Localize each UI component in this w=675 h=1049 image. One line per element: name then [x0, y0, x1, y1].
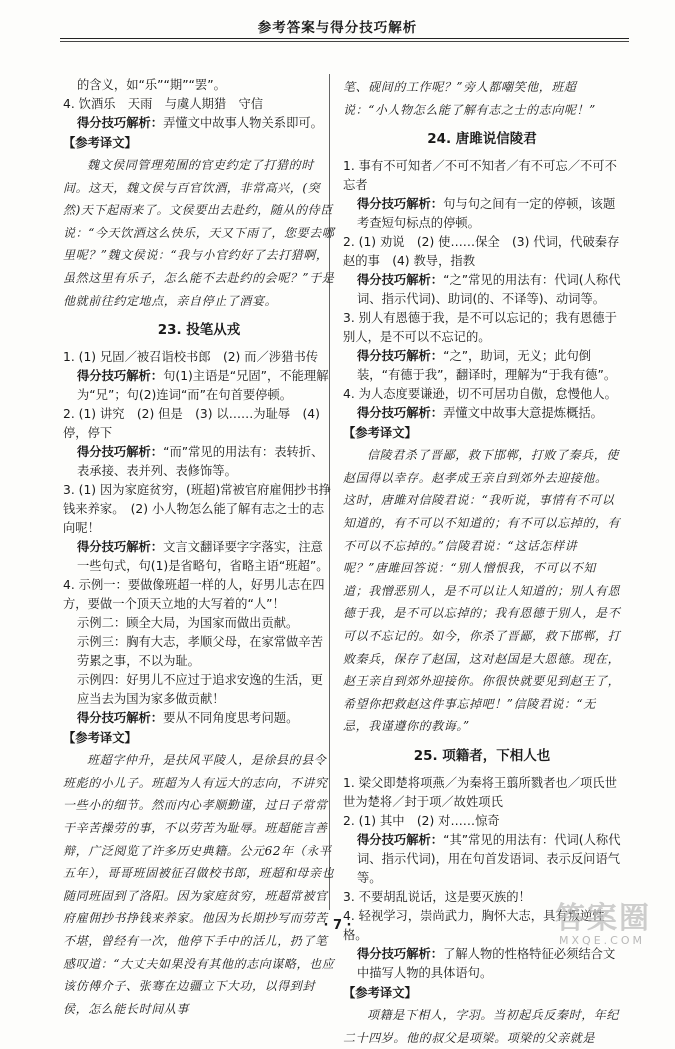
tip-label: 得分技巧解析：	[357, 197, 444, 212]
scoring-tip	[63, 709, 335, 728]
reference-translation: 信陵君杀了晋鄙，救下邯郸，打败了秦兵，使赵国得以幸存。赵孝成王亲自到郊外去迎接他。 这时，唐雎对信陵君说：“我听说，事情有不可以知道的，有不可以不知道的；有不可以忘掉的，有不可以不忘掉的。”信陵君说：“这话怎样讲呢？”唐雎回答说：“别人憎恨我，不可以不知道；我憎恶别人，是不可以让人知道的；别人有恩德于我，是不可以忘掉的；我有恩德于别人，是不可以不忘记的。如今，你杀了晋鄙，救下邯郸，打败秦兵，保存了赵国，这对赵国是大恩德。现在，赵王亲自到郊外迎接你。你很快就要见到赵王了，希望你把救赵这件事忘掉吧！”信陵君说：“无忌，我谨遵你的教诲。”	[343, 448, 621, 734]
scoring-tip	[63, 443, 335, 481]
tip-text: 句(1)主语是“兄固”，不能理解为“兄”；句(2)连词“而”在句首要停顿。	[77, 369, 329, 403]
tip-text: 文言文翻译要字字落实，注意一些句式，句(1)是省略句，省略主语“班超”。	[77, 540, 329, 574]
answer-4-example-4: 示例四：好男儿不应过于追求安逸的生活，更应当去为国为家多做贡献！	[77, 673, 323, 707]
header-rule	[60, 38, 629, 39]
tip-text: “之”，助词，无义；此句倒装，“有德于我”，翻译时，理解为“于我有德”。	[357, 349, 617, 383]
section-title-25: 25. 项籍者，下相人也	[413, 747, 551, 764]
tip-label: 得分技巧解析：	[357, 946, 444, 961]
answer-4-example-1: 4. 示例一：要做像班超一样的人，好男儿志在四方，要做一个顶天立地的大写着的“人”！	[63, 578, 325, 612]
reference-translation: 班超字仲升，是扶风平陵人，是徐县的县令班彪的小儿子。班超为人有远大的志向，不讲究一些小的细节。然而内心孝顺勤谨，过日子常常干辛苦操劳的事，不以劳苦为耻辱。班超能言善辩，广泛阅览了许多历史典籍。公元62年（永平五年），哥哥班固被征召做校书郎，班超和母亲也随同班固到了洛阳。因为家庭贫穷，班超常被官府雇佣抄书挣钱来养家。他因为长期抄写而劳苦不堪，曾经有一次，他停下手中的活儿，扔了笔感叹道：“大丈夫如果没有其他的志向谋略，也应该仿傅介子、张骞在边疆立下大功，以得到封侯，怎么能长时间从事	[63, 753, 335, 1016]
answer-3: 3. 别人有恩德于我，是不可以忘记的；我有恩德于别人，是不可以不忘记的。	[343, 311, 617, 345]
watermark-logo: 答案圈	[555, 901, 651, 936]
reference-translation-label: 【参考译文】	[343, 426, 417, 441]
continued-answer: 的含义，如“乐”“期”“罢”。	[77, 78, 226, 92]
reference-translation: 魏文侯同管理苑囿的官吏约定了打猎的时间。这天，魏文侯与百官饮酒，非常高兴，(突然)天下起雨来了。文侯要出去赴约，随从的侍臣说：“今天饮酒这么快乐，天又下雨了，您要去哪里呢？”魏文侯说：“我与小官约好了去打猎啊，虽然这里有乐子，怎么能不去赴约的会呢？”于是他就前往约定地点，亲自停止了酒宴。	[63, 158, 335, 308]
answer-4: 4. 为人态度要谦逊，切不可居功自傲，怠慢他人。	[343, 387, 617, 402]
answer-3: 3. (1) 因为家庭贫穷，(班超)常被官府雇佣抄书挣钱来养家。 (2) 小人物怎么能了解有志之士的志向呢！	[63, 483, 331, 536]
scoring-tip	[63, 114, 335, 133]
answer-1: 1. (1) 兄固／被召诣校书郎 (2) 而／涉猎书传	[63, 350, 319, 365]
reference-translation: 项籍是下相人，字羽。当初起兵反秦时，年纪二十四岁。他的叔父是项梁。项梁的父亲就是	[343, 1007, 620, 1045]
scoring-tip	[343, 404, 621, 423]
answer-2: 2. (1) 讲究 (2) 但是 (3) 以……为耻辱 (4) 停，停下	[63, 407, 320, 441]
answer-2: 2. (1) 劝说 (2) 使……保全 (3) 代词，代破秦存赵的事 (4) 教导，指教	[343, 235, 620, 269]
tip-text: 了解人物的性格特征必须结合文中描写人物的具体语句。	[357, 946, 616, 980]
page-number: · 7 ·	[323, 918, 352, 933]
tip-label: 得分技巧解析：	[357, 832, 444, 847]
tip-label: 得分技巧解析：	[77, 540, 164, 555]
tip-label: 得分技巧解析：	[77, 116, 164, 130]
scoring-tip	[63, 367, 335, 405]
answer-4: 4. 轻视学习，崇尚武力，胸怀大志，具有叛逆性格。	[343, 908, 605, 942]
tip-label: 得分技巧解析：	[357, 349, 444, 364]
scoring-tip	[343, 831, 621, 888]
tip-text: “而”常见的用法有：表转折、表承接、表并列、表修饰等。	[77, 445, 324, 479]
scoring-tip	[343, 195, 621, 233]
answer-1: 1. 梁父即楚将项燕／为秦将王翦所戮者也／项氏世世为楚将／封于项／故姓项氏	[343, 775, 617, 809]
tip-label: 得分技巧解析：	[77, 445, 164, 460]
header-rule-thin	[60, 41, 629, 42]
section-title-24: 24. 唐雎说信陵君	[427, 131, 537, 148]
tip-text: “之”常见的用法有：代词(人称代词、指示代词)、助词(的、不译等)、动词等。	[357, 273, 621, 307]
answer-2: 2. (1) 其中 (2) 对……惊奇	[343, 813, 500, 828]
answer-4: 4. 饮酒乐 天雨 与虞人期猎 守信	[63, 97, 264, 111]
reference-translation-label: 【参考译文】	[63, 731, 137, 746]
answer-4-example-2: 示例二：顾全大局，为国家而做出贡献。	[77, 616, 299, 631]
reference-translation-continued: 笔、砚间的工作呢？”旁人都嘲笑他，班超说：“小人物怎么能了解有志之士的志向呢！”	[343, 80, 596, 117]
watermark-site: MXQE.COM	[559, 934, 645, 947]
answer-3: 3. 不要胡乱说话，这是要灭族的！	[343, 889, 531, 904]
reference-translation-label: 【参考译文】	[63, 136, 137, 150]
tip-label: 得分技巧解析：	[77, 369, 164, 384]
tip-label: 得分技巧解析：	[357, 273, 444, 288]
scoring-tip	[343, 271, 621, 309]
answer-1: 1. 事有不可知者／不可不知者／有不可忘／不可不忘者	[343, 159, 617, 193]
answer-4-example-3: 示例三：胸有大志，孝顺父母，在家常做辛苦劳累之事，不以为耻。	[77, 635, 323, 669]
tip-text: 弄懂文中故事大意提炼概括。	[443, 406, 603, 421]
page-header: 参考答案与得分技巧解析	[257, 20, 418, 36]
tip-text: “其”常见的用法有：代词(人称代词、指示代词)，用在句首发语词、表示反问语气等。	[357, 832, 621, 885]
scoring-tip	[63, 538, 335, 576]
section-title-23: 23. 投笔从戎	[157, 322, 241, 339]
tip-text: 弄懂文中故事人物关系即可。	[163, 116, 323, 130]
left-column	[63, 76, 335, 1020]
tip-label: 得分技巧解析：	[357, 406, 444, 421]
reference-translation-label: 【参考译文】	[343, 985, 417, 1000]
tip-text: 句与句之间有一定的停顿，该题考查短句标点的停顿。	[357, 197, 616, 231]
scoring-tip	[343, 347, 621, 385]
tip-text: 要从不同角度思考问题。	[163, 711, 299, 726]
tip-label: 得分技巧解析：	[77, 711, 164, 726]
